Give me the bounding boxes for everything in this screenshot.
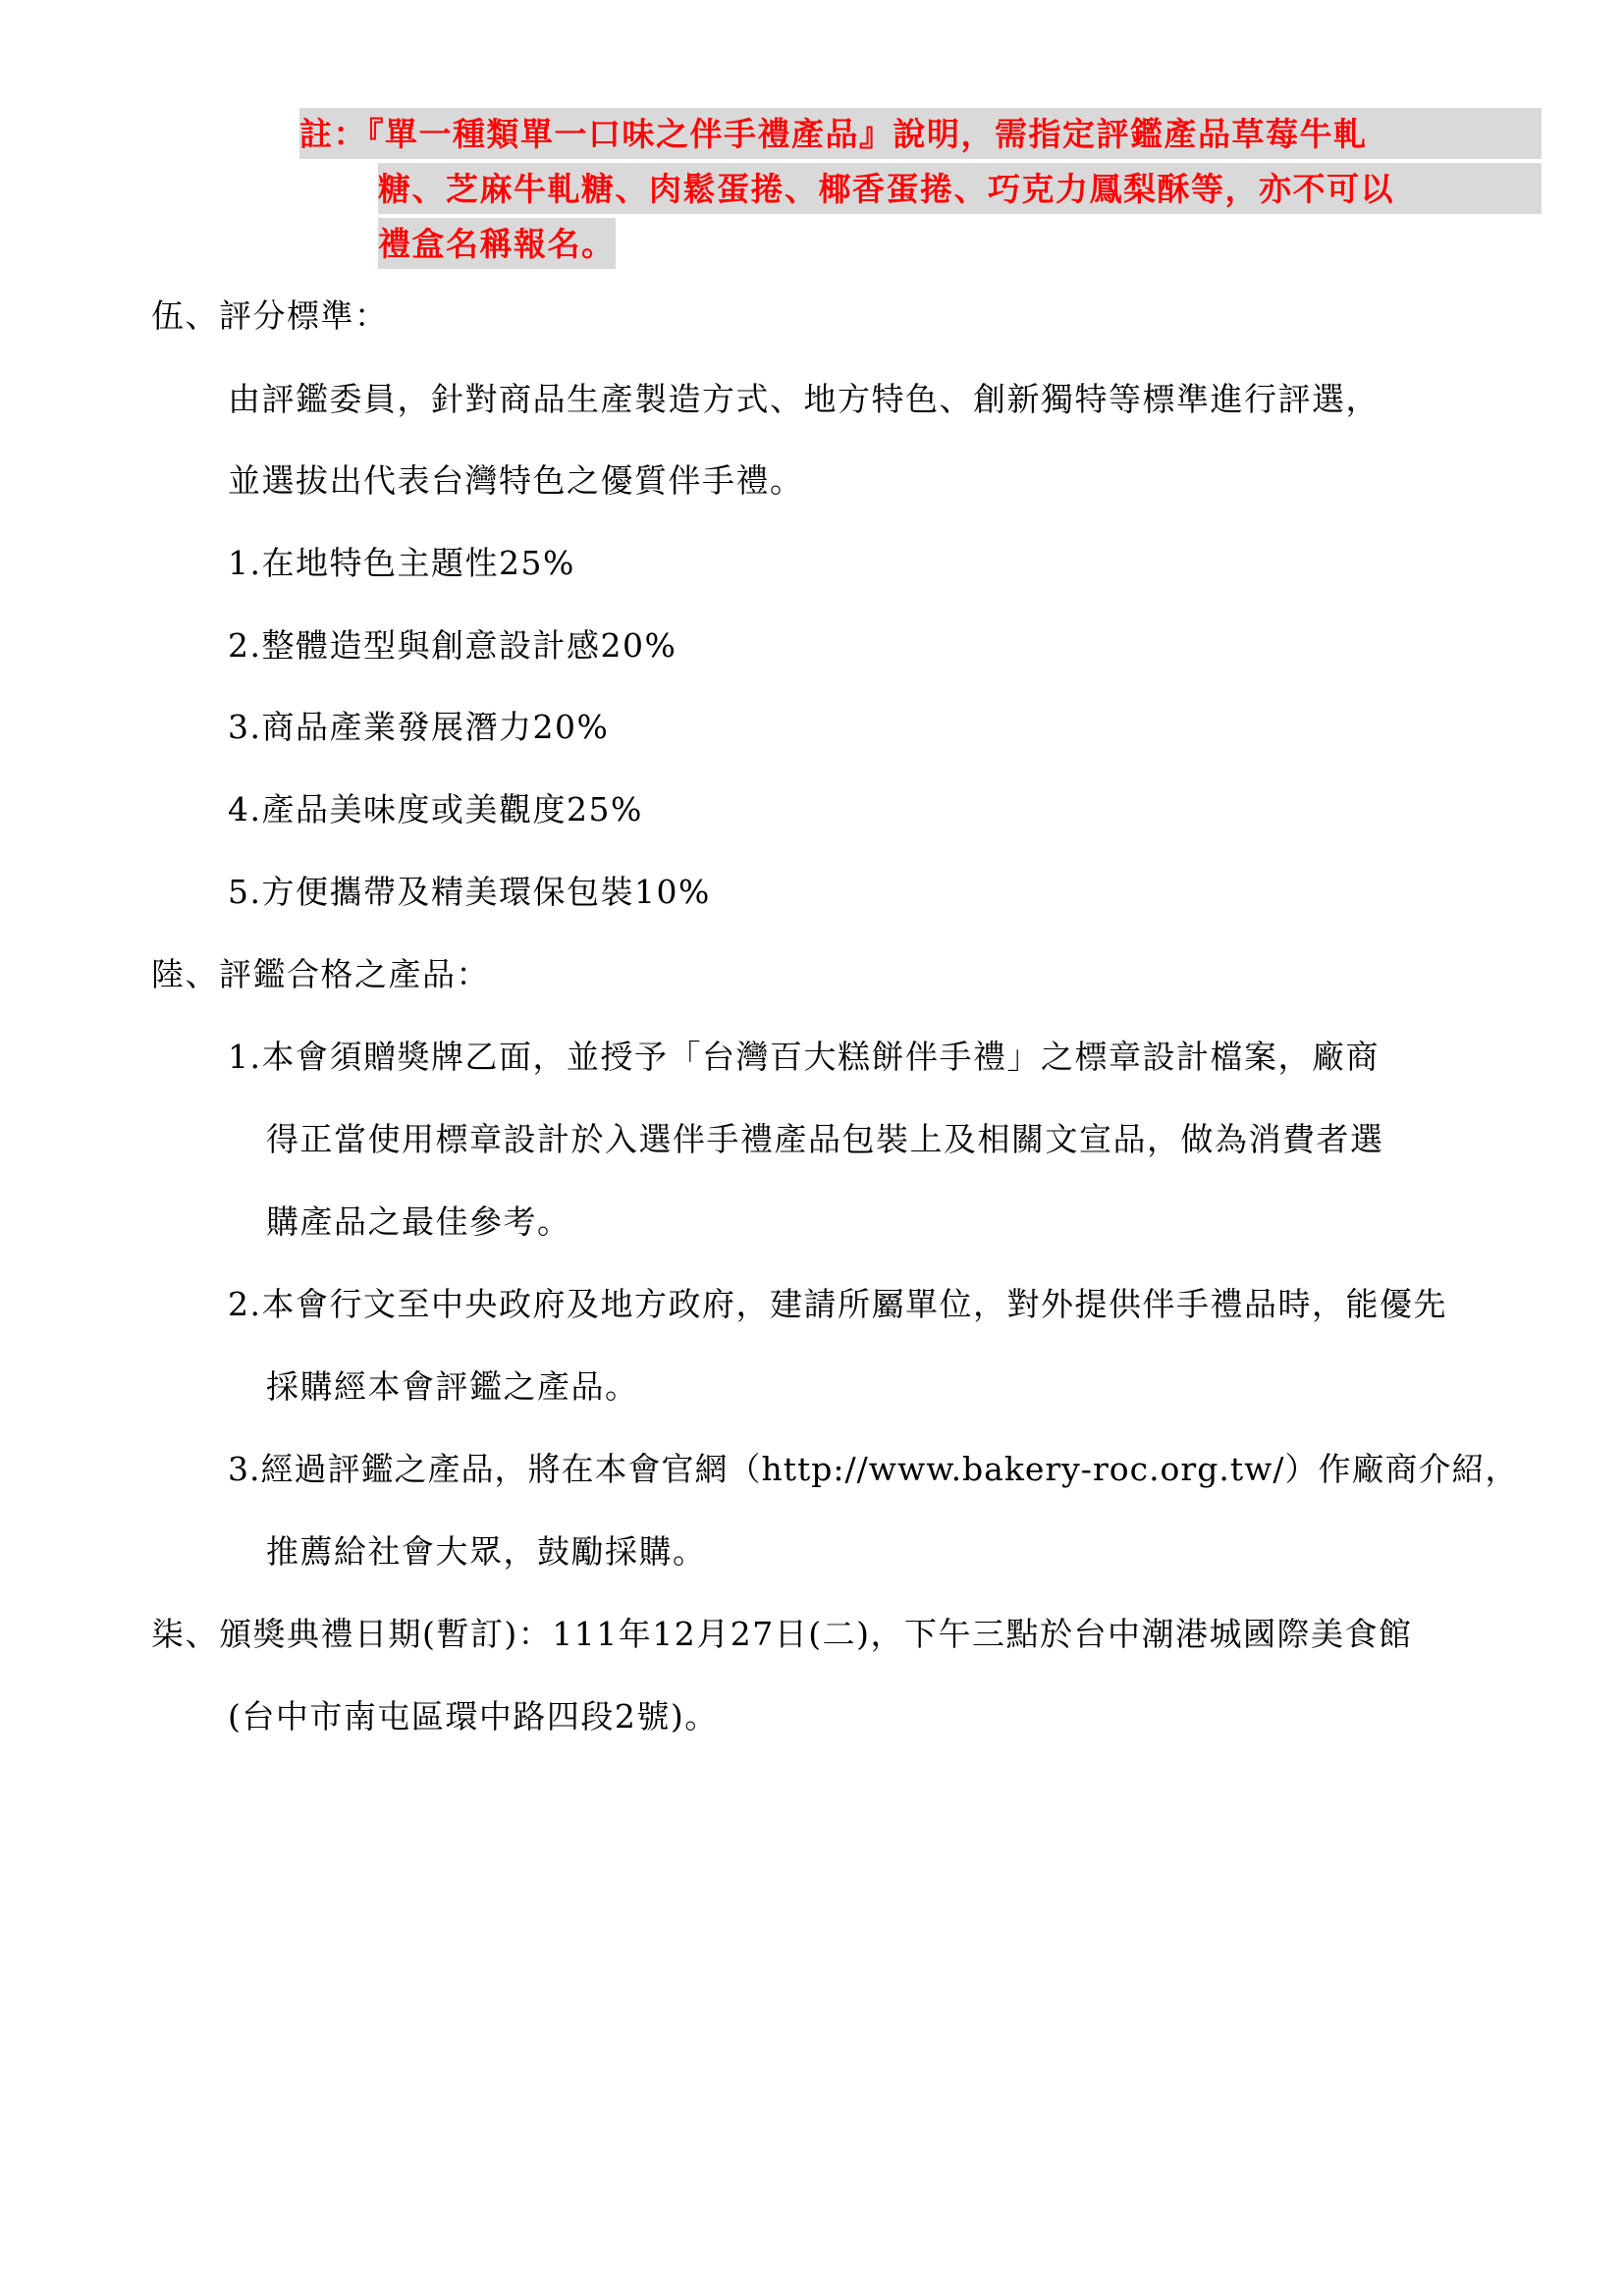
section-6-item-1-line-3: 購產品之最佳參考。: [266, 1202, 571, 1241]
section-5-intro-line-1: 由評鑑委員，針對商品生產製造方式、地方特色、創新獨特等標準進行評選，: [228, 380, 1380, 418]
note-line-3: 禮盒名稱報名。: [378, 218, 616, 269]
section-7-line-2: (台中市南屯區環中路四段2號)。: [228, 1697, 719, 1735]
section-5-heading: 伍、評分標準：: [151, 296, 389, 335]
section-6-item-1-line-2: 得正當使用標章設計於入選伴手禮產品包裝上及相關文宣品，做為消費者選: [266, 1120, 1384, 1158]
section-6-item-3-line-1: 3.經過評鑑之產品，將在本會官網（http://www.bakery-roc.org.tw/）作廠商介紹，: [228, 1450, 1519, 1488]
criteria-item-3: 3.商品產業發展潛力20%: [228, 708, 610, 746]
criteria-item-4: 4.產品美味度或美觀度25%: [228, 790, 643, 828]
section-6-item-2-line-2: 採購經本會評鑑之產品。: [266, 1367, 639, 1406]
section-6-item-3-line-2: 推薦給社會大眾，鼓勵採購。: [266, 1532, 707, 1571]
note-line-1: 註：『單一種類單一口味之伴手禮產品』說明，需指定評鑑產品草莓牛軋: [299, 108, 1542, 159]
section-7-line-1: 柒、頒獎典禮日期(暫訂)：111年12月27日(二)，下午三點於台中潮港城國際美食館: [151, 1615, 1413, 1653]
section-6-item-2-line-1: 2.本會行文至中央政府及地方政府，建請所屬單位，對外提供伴手禮品時，能優先: [228, 1285, 1447, 1323]
criteria-item-5: 5.方便攜帶及精美環保包裝10%: [228, 873, 711, 911]
note-line-2: 糖、芝麻牛軋糖、肉鬆蛋捲、椰香蛋捲、巧克力鳳梨酥等，亦不可以: [378, 163, 1542, 214]
section-6-heading: 陸、評鑑合格之產品：: [151, 955, 490, 993]
section-6-item-1-line-1: 1.本會須贈獎牌乙面，並授予「台灣百大糕餅伴手禮」之標章設計檔案，廠商: [228, 1038, 1380, 1076]
section-5-intro-line-2: 並選拔出代表台灣特色之優質伴手禮。: [228, 461, 804, 500]
criteria-item-1: 1.在地特色主題性25%: [228, 544, 575, 582]
criteria-item-2: 2.整體造型與創意設計感20%: [228, 626, 677, 665]
